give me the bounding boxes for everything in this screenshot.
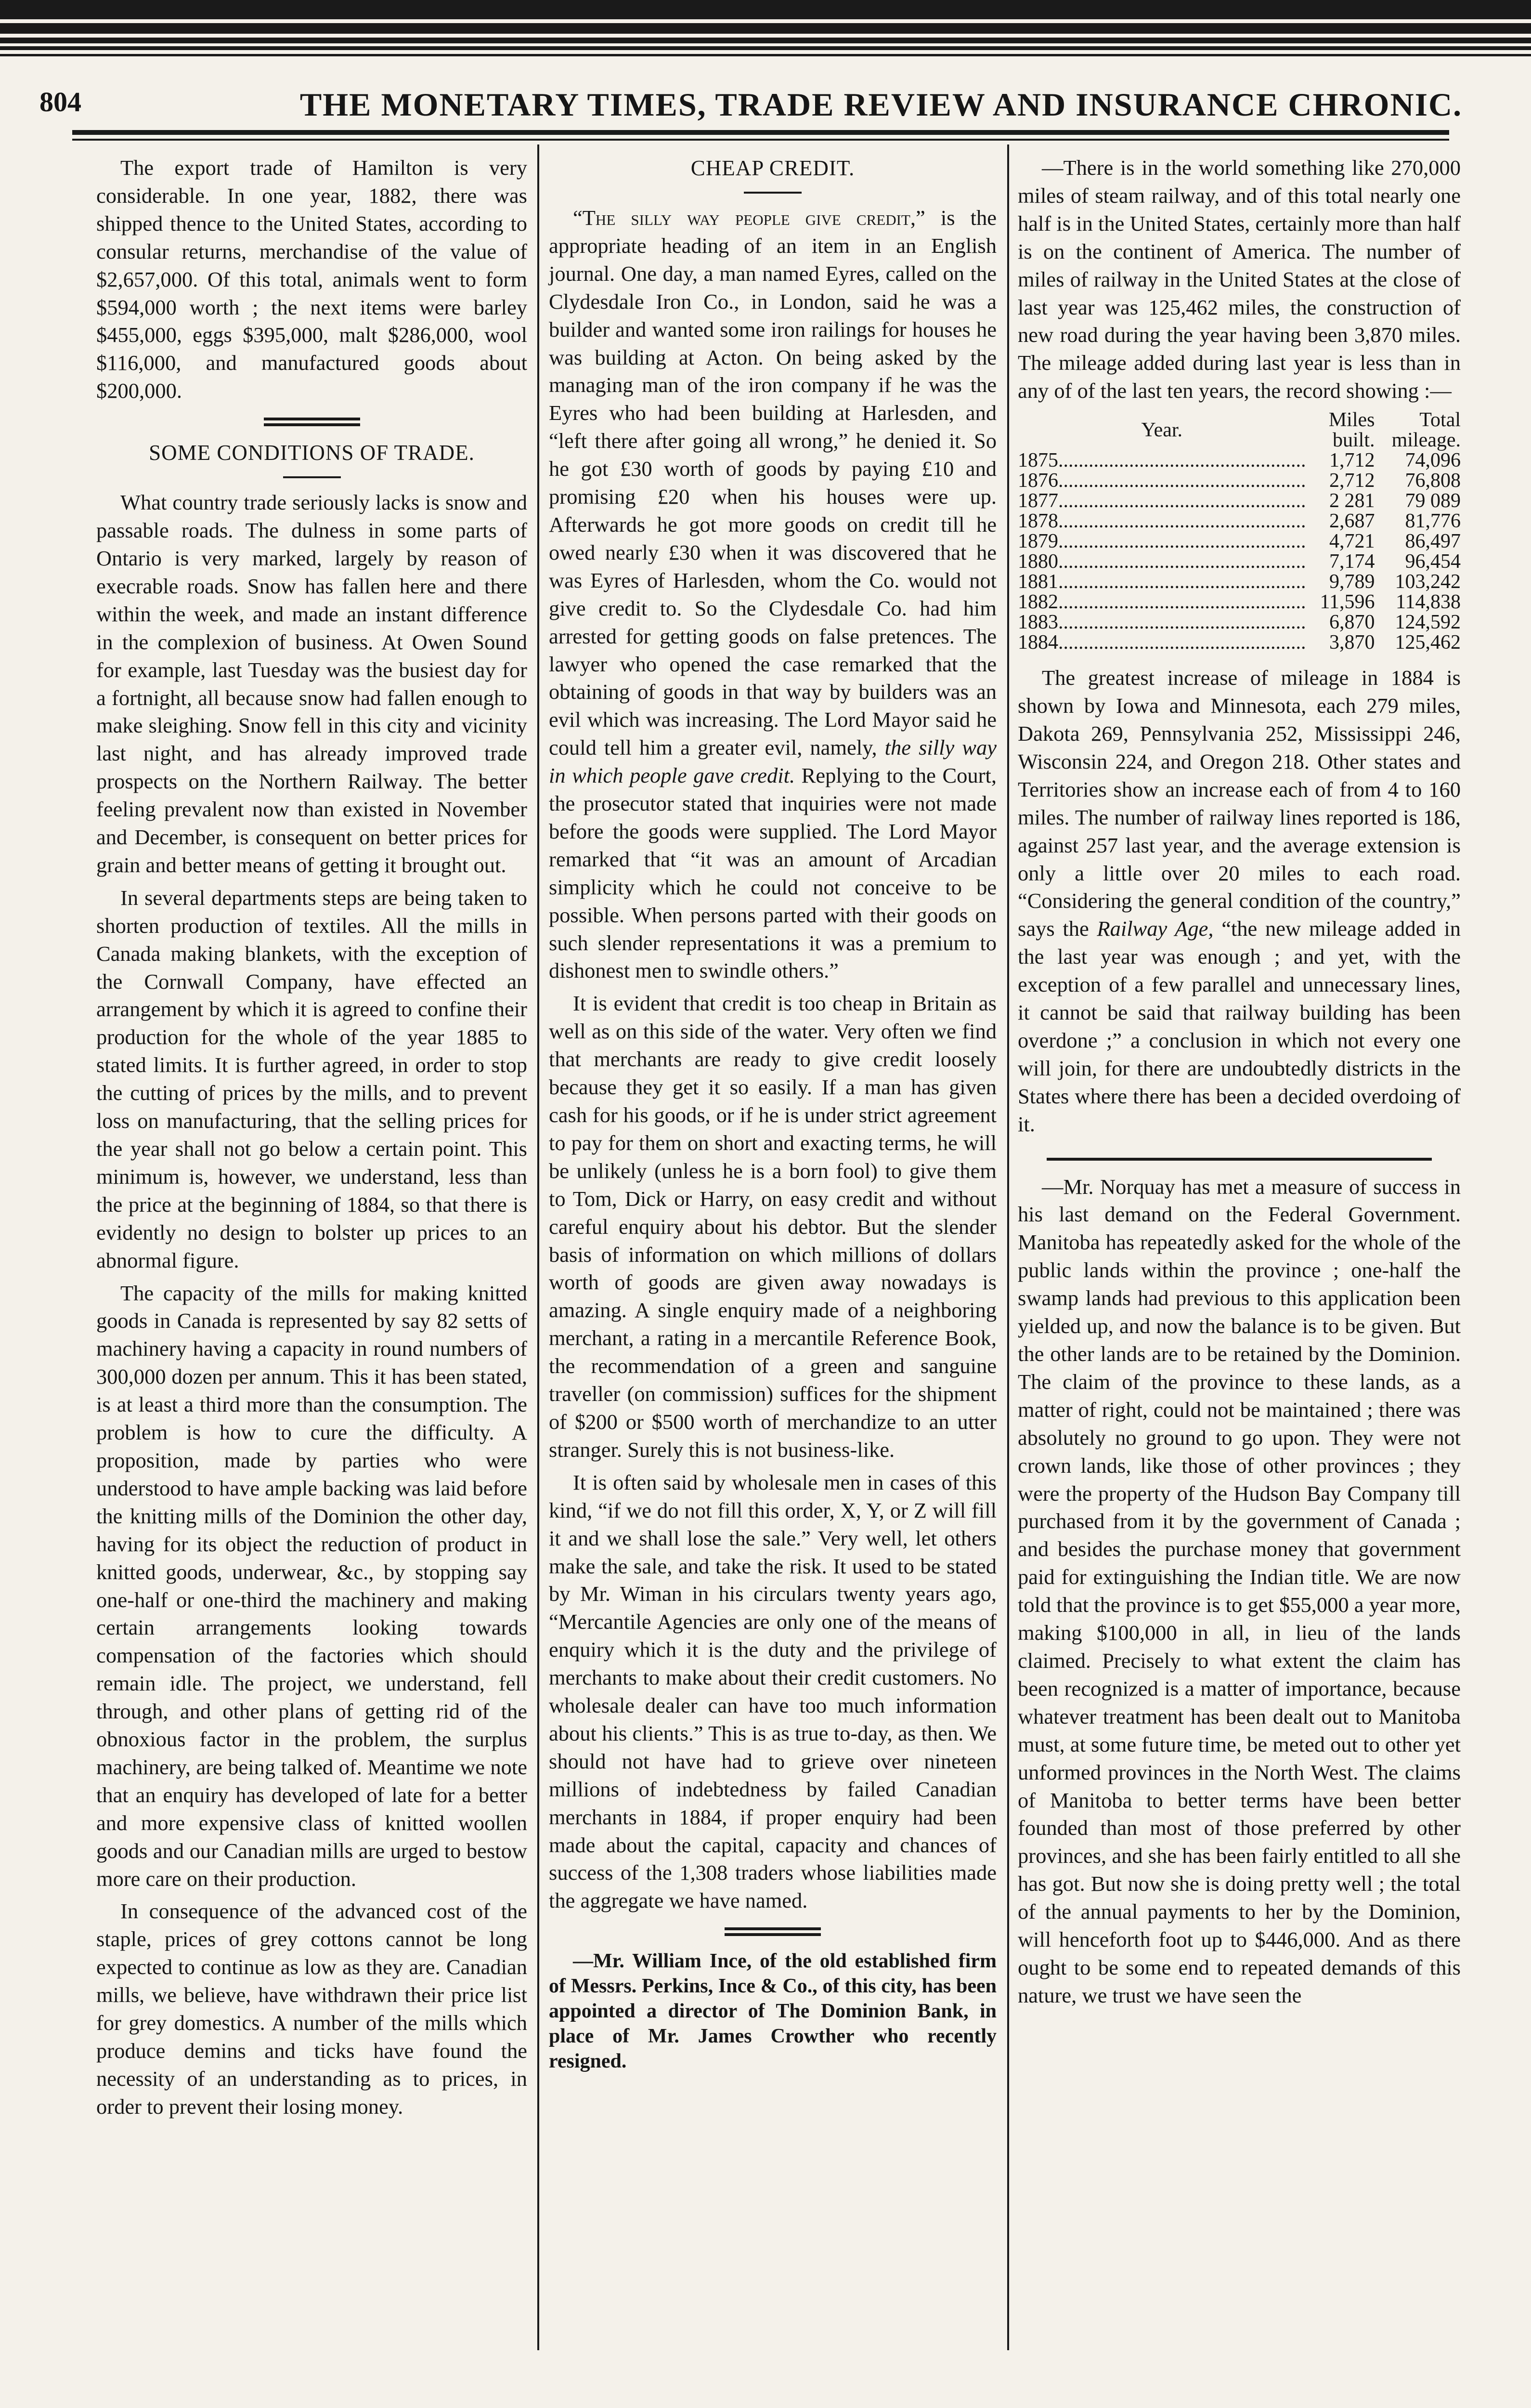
page-number: 804 [39, 86, 81, 118]
publication-title: THE MONETARY TIMES, TRADE REVIEW AND INSURANCE CHRONIC. [299, 86, 1463, 123]
column-2 [549, 154, 997, 2074]
hamilton-export-paragraph: The export trade of Hamilton is very considerable. In one year, 1882, there was shipped thence to the United States, according to consular returns, merchandise of the value of $2,657,000. Of this total, animals went to form $594,000 worth ; the next items were barley $455,000, eggs $395,000, malt $286,000, wool $116,000, and manufactured goods about $200,000. [96, 156, 527, 403]
miles-built-cell: 7,174 [1329, 550, 1375, 573]
miles-built-cell: 2 281 [1329, 490, 1375, 512]
total-mileage-cell: 79 089 [1405, 490, 1461, 512]
railway-paragraph-2 [1018, 664, 1461, 1138]
table-row [1018, 592, 1461, 612]
year-cell: 1877................................................. [1018, 491, 1306, 511]
masthead-rule-thick [72, 130, 1449, 135]
norquay-paragraph: —Mr. Norquay has met a measure of success in his last demand on the Federal Government. Manitoba has repeatedly asked for the whole of the public lands within the province ; one-half the swamp lands had previous to this application been yielded up, and now the balance is to be given. But the other lands are to be retained by the Dominion. The claim of the province to these lands, as a matter of right, could not be maintained ; there was absolutely no ground to go upon. They were not crown lands, like those of other provinces ; they were the property of the Hudson Bay Company till purchased from it by the government of Canada ; and besides the purchase money that government paid for extinguishing the Indian title. We are now told that the province is to get $55,000 a year more, making $100,000 in all, in lieu of the lands claimed. Precisely to what extent the claim has been recognized is a matter of importance, because whatever treatment has been dealt out to Manitoba must, at some future time, be meted out to other yet unformed provinces in the North West. The claims of Manitoba to better terms have been better founded than most of those preferred by other provinces, and she has been fairly entitled to all she has got. But now she is doing pretty well ; the total of the annual payments to her by the Dominion, will henceforth foot up to $446,000. And as there ought to be some end to repeated demands of this nature, we trust we have seen the [1018, 1174, 1461, 2007]
credit-paragraph-3: It is often said by wholesale men in cases of this kind, “if we do not fill this order, X, Y, or Z will fill it and we shall lose the sale.” Very well, let others make the sale, and take the risk. It used to be stated by Mr. Wiman in his circulars twenty years ago, “Mercantile Agencies are only one of the means of enquiry which it is the duty and the privilege of merchants to make about their credit customers. No wholesale dealer can have too much information about his clients.” This is as true to-day, as then. We should not have had to grieve over nineteen millions of indebtedness by failed Canadian merchants in 1884, if proper enquiry had been made about the capital, capacity and chances of success of the 1,308 traders whose liabilities made the aggregate we have named. [549, 1470, 997, 1913]
railway-paragraph-2-text: The greatest increase of mileage in 1884 is shown by Iowa and Minnesota, each 279 miles, Dakota 269, Pennsylvania 252, Mississippi 246, Wisconsin 224, and Oregon 218. Other states and Territories show an increase each of from 4 to 160 miles. The number of railway lines reported is 186, against 257 last year, and the average extension is only a little over 20 miles to each road. “Considering the general condition of the country,” says the [1018, 666, 1461, 941]
year-cell: 1883................................................. [1018, 612, 1306, 633]
column-1 [96, 154, 527, 2121]
miles-built-cell: 2,687 [1329, 510, 1375, 533]
heading-rule [283, 476, 341, 478]
miles-built-cell: 1,712 [1329, 449, 1375, 472]
table-row [1018, 491, 1461, 511]
year-header: Year. [1141, 419, 1183, 442]
column-divider-2 [1007, 144, 1009, 2350]
table-row [1018, 531, 1461, 551]
credit-paragraph-1-end: Replying to the Court, the prosecutor stated that inquiries were not made before the goods were supplied. The Lord Mayor remarked that “it was an amount of Arcadian simplicity which he could not conceive to be possible. When persons parted with their goods on such slender representations it was a premium to dishonest men to swindle others.” [549, 763, 997, 983]
total-mileage-cell: 124,592 [1395, 611, 1461, 634]
year-cell: 1881................................................. [1018, 572, 1306, 592]
miles-built-header: Miles built. [1328, 409, 1375, 452]
year-cell: 1882................................................. [1018, 592, 1306, 613]
railway-mileage-table [1018, 410, 1461, 653]
total-mileage-cell: 125,462 [1395, 631, 1461, 654]
credit-paragraph-1 [549, 204, 997, 985]
table-row [1018, 632, 1461, 653]
table-row [1018, 612, 1461, 632]
column-3 [1018, 154, 1461, 2010]
masthead [0, 72, 1531, 135]
railway-age-title: Railway Age, [1097, 916, 1214, 941]
section-separator [725, 1927, 821, 1936]
ince-note: —Mr. William Ince, of the old established firm of Messrs. Perkins, Ince & Co., of this city, has been appointed a director of The Dominion Bank, in place of Mr. James Crowther who recently resigned. [549, 1950, 997, 2073]
miles-built-cell: 2,712 [1329, 470, 1375, 492]
total-mileage-cell: 114,838 [1396, 591, 1461, 614]
total-mileage-header: Total mileage. [1391, 409, 1461, 452]
trade-paragraph-4: In consequence of the advanced cost of the staple, prices of grey cottons cannot be long expected to continue as low as they are. Canadian mills, we believe, have withdrawn their price list for grey domestics. A number of the mills which produce demins and ticks have found the necessity of an understanding as to prices, in order to prevent their losing money. [96, 1899, 527, 2119]
masthead-rule-thin [72, 139, 1449, 141]
year-cell: 1884................................................. [1018, 632, 1306, 653]
total-mileage-cell: 74,096 [1405, 449, 1461, 472]
credit-paragraph-1-text: is the appropriate heading of an item in an English journal. One day, a man named Eyres, called on the Clydesdale Iron Co., in London, said he was a builder and wanted some iron railings for houses he was building at Acton. On being asked by the managing man of the iron company if he was the Eyres who had been building at Harlesden, and “left there after going all wrong,” he denied it. So he got £30 worth of goods by paying £10 and promising £20 when his houses were up. Afterwards he got more goods on credit till he owed nearly £30 when it was discovered that he was Eyres of Harlesden, whom the Co. would not give credit to. So the Clydesdale Co. had him arrested for getting goods on false pretences. The lawyer who opened the case remarked that the obtaining of goods in that way by builders was an evil which was increasing. The Lord Mayor said he could tell him a greater evil, namely, [549, 206, 997, 760]
total-mileage-cell: 103,242 [1395, 571, 1461, 593]
credit-paragraph-2: It is evident that credit is too cheap in Britain as well as on this side of the water. Very often we find that merchants are ready to give credit loosely because they get it so easily. If a man has given cash for his goods, or if he is under strict agreement to pay for them on short and exacting terms, he will be unlikely (unless he is a born fool) to give them to Tom, Dick or Harry, on easy credit and without careful enquiry about his debtor. But the slender basis of information on which millions of dollars worth of goods are given away nowadays is amazing. A single enquiry made of a neighboring merchant, a rating in a mercantile Reference Book, the recommendation of a green and sanguine traveller (on commission) suffices for the shipment of $200 or $500 worth of merchandize to an utter stranger. Surely this is not business-like. [549, 991, 997, 1462]
miles-built-cell: 11,596 [1320, 591, 1375, 614]
year-cell: 1879................................................. [1018, 531, 1306, 552]
section-separator [1047, 1158, 1432, 1161]
year-cell: 1876................................................. [1018, 471, 1306, 491]
miles-built-cell: 4,721 [1329, 530, 1375, 553]
credit-italic-phrase: the silly way in which people gave credit. [549, 735, 997, 788]
table-header-row [1018, 410, 1461, 450]
page-top-band [0, 0, 1531, 72]
cheap-credit-heading: CHEAP CREDIT. [690, 156, 855, 180]
quoted-item-title: “The silly way people give credit,” [573, 206, 925, 230]
table-row [1018, 551, 1461, 572]
year-cell: 1880................................................. [1018, 551, 1306, 572]
trade-paragraph-2: In several departments steps are being taken to shorten production of textiles. All the mills in Canada making blankets, with the exception of the Cornwall Company, have effected an arrangement by which it is agreed to confine their production for the whole of the year 1885 to stated limits. It is further agreed, in order to stop the cutting of prices by the mills, and to prevent loss on manufacturing, that the selling prices for the year shall not go below a certain point. This minimum is, however, we understand, less than the price at the beginning of 1884, so that there is evidently no design to bolster up prices to an abnormal figure. [96, 885, 527, 1272]
miles-built-cell: 3,870 [1329, 631, 1375, 654]
trade-paragraph-1: What country trade seriously lacks is snow and passable roads. The dulness in some parts of Ontario is very marked, largely by reason of execrable roads. Snow has fallen here and there within the week, and made an instant difference in the complexion of business. At Owen Sound for example, last Tuesday was the busiest day for a fortnight, all because snow had fallen enough to make sleighing. Snow fell in this city and vicinity last night, and has already improved trade prospects on the Northern Railway. The better feeling prevalent now than existed in November and December, is consequent on better prices for grain and better means of getting it brought out. [96, 490, 527, 877]
year-cell: 1878................................................. [1018, 511, 1306, 532]
trade-conditions-heading: SOME CONDITIONS OF TRADE. [149, 441, 475, 465]
miles-built-cell: 6,870 [1329, 611, 1375, 634]
total-mileage-cell: 96,454 [1405, 550, 1461, 573]
trade-paragraph-3: The capacity of the mills for making knitted goods in Canada is represented by say 82 setts of machinery having a capacity in round numbers of 300,000 dozen per annum. This it has been stated, is at least a third more than the consumption. The problem is how to cure the difficulty. A proposition, made by parties who were understood to have ample backing was laid before the knitting mills of the Dominion the other day, having for its object the reduction of product in knitted goods, underwear, &c., by stopping say one-half or one-third the machinery and making certain arrangements looking towards compensation of the factories which should remain idle. The project, we understand, fell through, and other plans of getting rid of the obnoxious factor in the problem, the surplus machinery, are being talked of. Meantime we note that an enquiry has developed of late for a better and more expensive class of knitted woollen goods and our Canadian mills are urged to bestow more care on their production. [96, 1281, 527, 1891]
table-body [1018, 450, 1461, 653]
table-row [1018, 471, 1461, 491]
table-row [1018, 511, 1461, 531]
miles-built-cell: 9,789 [1329, 571, 1375, 593]
table-row [1018, 572, 1461, 592]
section-separator [264, 418, 360, 426]
total-mileage-cell: 76,808 [1405, 470, 1461, 492]
table-row [1018, 450, 1461, 471]
railway-paragraph-1: —There is in the world something like 270,000 miles of steam railway, and of this total nearly one half is in the United States, certainly more than half is on the continent of America. The number of miles of railway in the United States at the close of last year was 125,462 miles, the construction of new road during the year having been 3,870 miles. The mileage added during last year is less than in any of of the last ten years, the record showing :— [1018, 156, 1461, 403]
heading-rule [744, 192, 802, 194]
column-divider-1 [537, 144, 539, 2350]
total-mileage-cell: 86,497 [1405, 530, 1461, 553]
total-mileage-cell: 81,776 [1405, 510, 1461, 533]
year-cell: 1875................................................. [1018, 450, 1306, 471]
railway-paragraph-2-end: “the new mileage added in the last year was enough ; and yet, with the exception of a few parallel and unnecessary lines, it cannot be said that railway building has been overdone ;” a conclusion in which not every one will join, for there are undoubtedly districts in the States where there has been a decided overdoing of it. [1018, 916, 1461, 1136]
